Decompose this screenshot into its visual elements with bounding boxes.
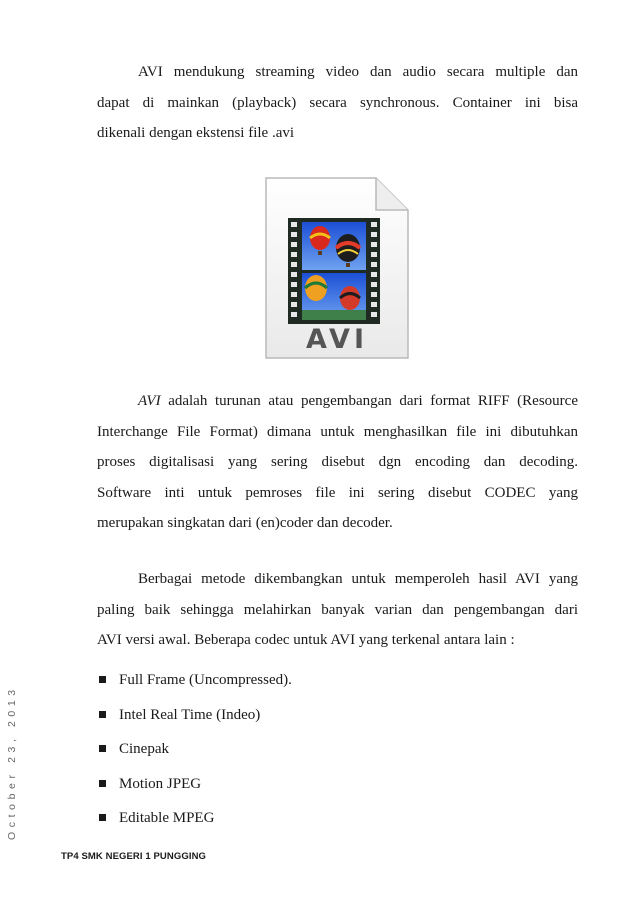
list-item: Motion JPEG [97, 772, 578, 807]
avi-term: AVI [138, 393, 161, 409]
paragraph-3-line-1: Berbagai metode dikembangkan untuk memperoleh hasil AVI yang [138, 571, 578, 587]
bullet-square-icon [99, 676, 106, 683]
paragraph-2-line-2: Interchange File Format) dimana untuk menghasilkan file ini dibutuhkan [97, 423, 578, 440]
avi-file-icon [264, 176, 410, 360]
paragraph-2-line-4: Software inti untuk pemroses file ini sering disebut CODEC yang [97, 484, 578, 501]
paragraph-3 [97, 565, 578, 656]
list-item: Cinepak [97, 737, 578, 772]
page-footer: TP4 SMK NEGERI 1 PUNGGING [61, 851, 207, 862]
avi-icon-label: AVI [305, 324, 369, 355]
list-item: Editable MPEG [97, 806, 578, 841]
bullet-square-icon [99, 711, 106, 718]
paragraph-1-line-2: dapat di mainkan (playback) secara synchronous. Container ini bisa [97, 94, 578, 111]
bullet-square-icon [99, 780, 106, 787]
paragraph-3-line-3: AVI versi awal. Beberapa codec untuk AVI yang terkenal antara lain : [97, 632, 515, 648]
bullet-square-icon [99, 745, 106, 752]
codec-list [97, 668, 578, 841]
bullet-square-icon [99, 814, 106, 821]
side-date [0, 685, 24, 840]
side-date-text: October 23, 2013 [6, 685, 18, 840]
paragraph-2-line-5: merupakan singkatan dari (en)coder dan decoder. [97, 515, 393, 531]
paragraph-2-line-3: proses digitalisasi yang sering disebut dgn encoding dan decoding. [97, 454, 578, 470]
paragraph-2 [97, 386, 578, 539]
list-item: Full Frame (Uncompressed). [97, 668, 578, 703]
list-item: Intel Real Time (Indeo) [97, 703, 578, 738]
paragraph-3-line-2: paling baik sehingga melahirkan banyak varian dan pengembangan dari [97, 601, 578, 618]
paragraph-1-line-1: AVI mendukung streaming video dan audio secara multiple dan [138, 64, 578, 80]
paragraph-2-line-1: AVI adalah turunan atau pengembangan dari format RIFF (Resource [138, 393, 578, 409]
paragraph-1 [97, 57, 578, 149]
paragraph-1-line-3: dikenali dengan ekstensi file .avi [97, 125, 295, 141]
